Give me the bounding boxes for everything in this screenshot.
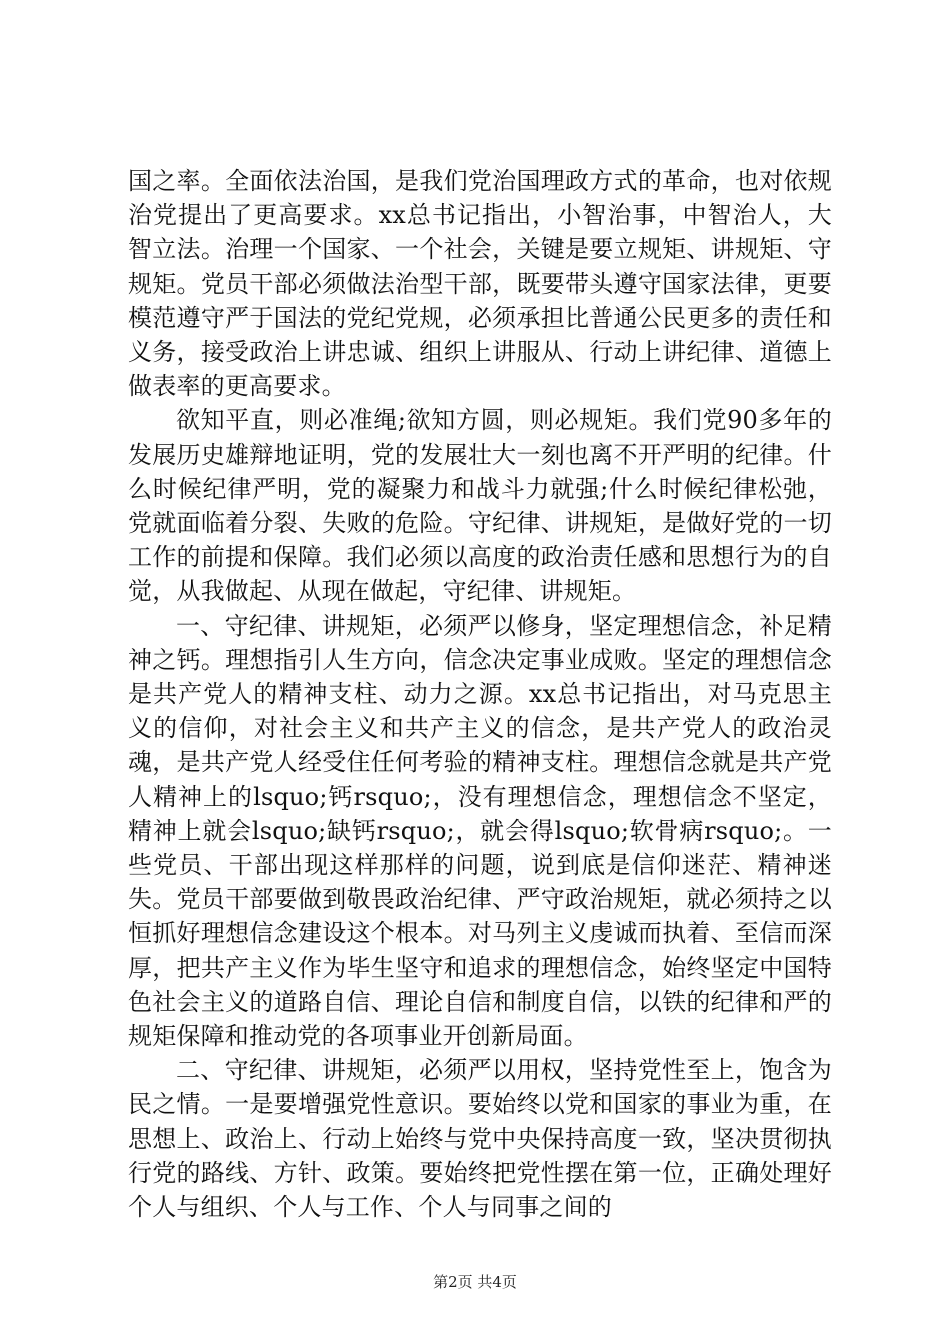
paragraph-1: 国之率。全面依法治国，是我们党治国理政方式的革命，也对依规治党提出了更高要求。xx总书记指出，小智治事，中智治人，大智立法。治理一个国家、一个社会，关键是要立规矩、讲规矩、守规矩。党员干部必须做法治型干部，既要带头遵守国家法律，更要模范遵守严于国法的党纪党规，必须承担比普通公民更多的责任和义务，接受政治上讲忠诚、组织上讲服从、行动上讲纪律、道德上做表率的更高要求。 [128,167,832,401]
paragraph-2: 欲知平直，则必准绳;欲知方圆，则必规矩。我们党90多年的发展历史雄辩地证明，党的发展壮大一刻也离不开严明的纪律。什么时候纪律严明，党的凝聚力和战斗力就强;什么时候纪律松弛，党就面临着分裂、失败的危险。守纪律、讲规矩，是做好党的一切工作的前提和保障。我们必须以高度的政治责任感和思想行为的自觉，从我做起、从现在做起，守纪律、讲规矩。 [128,406,832,606]
paragraph-3: 一、守纪律、讲规矩，必须严以修身，坚定理想信念，补足精神之钙。理想指引人生方向，信念决定事业成败。坚定的理想信念是共产党人的精神支柱、动力之源。xx总书记指出，对马克思主义的信仰，对社会主义和共产主义的信念，是共产党人的政治灵魂，是共产党人经受住任何考验的精神支柱。理想信念就是共产党人精神上的lsquo;钙rsquo;，没有理想信念，理想信念不坚定，精神上就会lsquo;缺钙rsquo;，就会得lsquo;软骨病rsquo;。一些党员、干部出现这样那样的问题，说到底是信仰迷茫、精神迷失。党员干部要做到敬畏政治纪律、严守政治规矩，就必须持之以恒抓好理想信念建设这个根本。对马列主义虔诚而执着、至信而深厚，把共产主义作为毕生坚守和追求的理想信念，始终坚定中国特色社会主义的道路自信、理论自信和制度自信，以铁的纪律和严的规矩保障和推动党的各项事业开创新局面。 [128,611,832,1051]
paragraph-4: 二、守纪律、讲规矩，必须严以用权，坚持党性至上，饱含为民之情。一是要增强党性意识。要始终以党和国家的事业为重，在思想上、政治上、行动上始终与党中央保持高度一致，坚决贯彻执行党的路线、方针、政策。要始终把党性摆在第一位，正确处理好个人与组织、个人与工作、个人与同事之间的 [128,1056,832,1222]
page-footer: 第2页 共4页 [433,1273,517,1291]
document-body [128,164,832,1224]
